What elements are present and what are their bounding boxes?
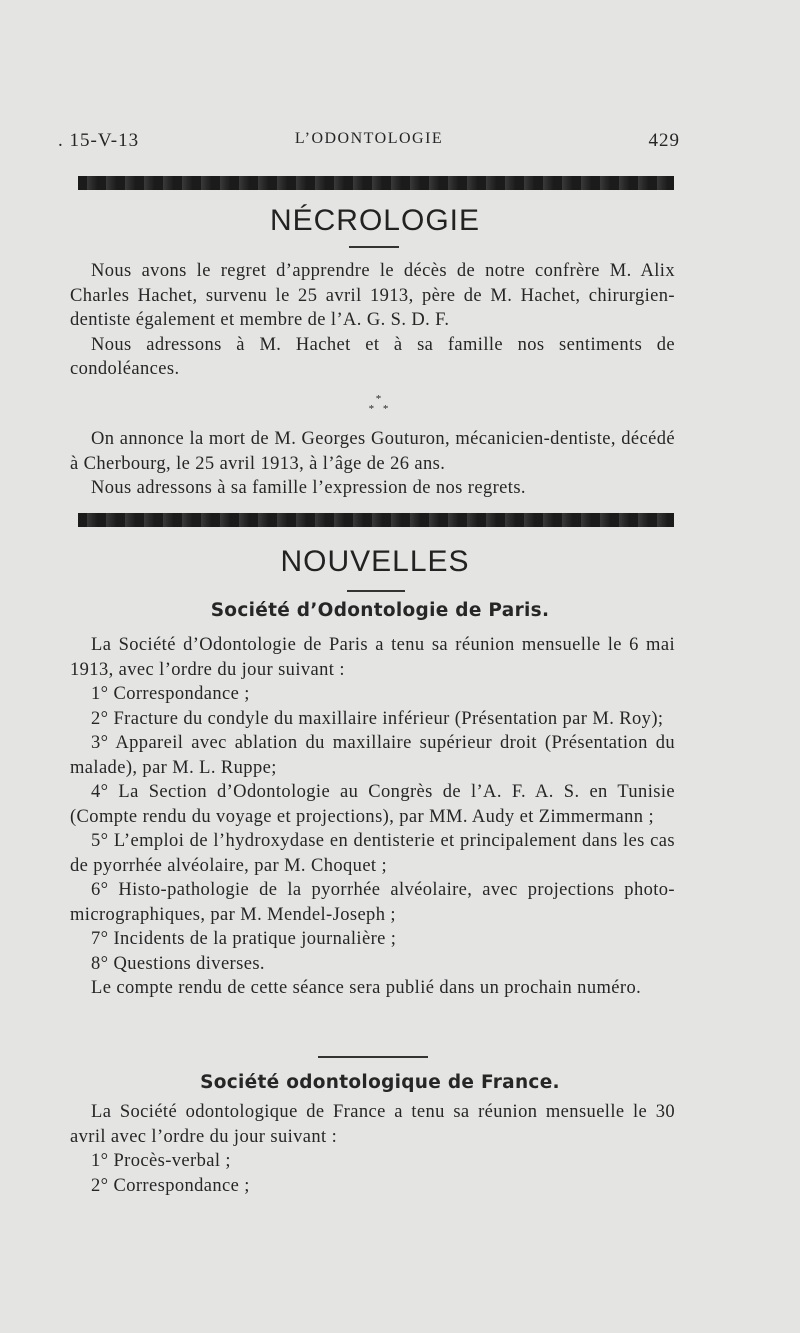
nouvelles-title: NOUVELLES: [280, 545, 470, 578]
section-france-text: [70, 1100, 675, 1198]
necrologie-title: NÉCROLOGIE: [269, 204, 481, 237]
paragraph: On annonce la mort de M. Georges Gouturon, mécanicien-dentiste, décédé à Cherbourg, le 25 avril 1913, à l’âge de 26 ans.: [70, 429, 675, 474]
paragraph: Nous avons le regret d’apprendre le décès de notre confrère M. Alix Charles Hachet, survenu le 25 avril 1913, père de M. Hachet, chirurgien-dentiste également et membre de l’A. G. S. D. F.: [70, 261, 675, 330]
ornamental-rule-top: [78, 176, 674, 190]
journal-title: L’ODONTOLOGIE: [294, 130, 444, 147]
agenda-item: 1° Procès-verbal ;: [91, 1151, 231, 1171]
paragraph: Nous adressons à sa famille l’expression de nos regrets.: [91, 478, 526, 498]
agenda-item: 5° L’emploi de l’hydroxydase en dentisterie et principalement dans les cas de pyorrhée alvéolaire, par M. Choquet ;: [70, 831, 675, 876]
necrologie-text-2: [70, 427, 675, 501]
title-underline: [347, 590, 405, 592]
asterism-separator: [340, 394, 420, 414]
agenda-item: 1° Correspondance ;: [91, 684, 250, 704]
section-heading-paris: Société d’Odontologie de Paris.: [210, 600, 550, 621]
issue-date: . 15-V-13: [58, 130, 140, 151]
running-head: [58, 130, 680, 158]
asterism-top: *: [375, 393, 385, 405]
ornamental-rule-middle: [78, 513, 674, 527]
section-paris-text: [70, 633, 675, 1001]
paragraph: La Société odontologique de France a tenu sa réunion mensuelle le 30 avril avec l’ordre du jour suivant :: [70, 1102, 675, 1147]
necrologie-text-1: [70, 259, 675, 382]
section-divider: [318, 1056, 428, 1058]
title-underline: [349, 246, 399, 248]
agenda-item: 2° Fracture du condyle du maxillaire inférieur (Présentation par M. Roy);: [91, 708, 664, 729]
agenda-item: 2° Correspondance ;: [91, 1175, 250, 1196]
agenda-item: 4° La Section d’Odontologie au Congrès de l’A. F. A. S. en Tunisie (Compte rendu du voyage et projections), par MM. Audy et Zimmermann ;: [70, 782, 675, 827]
paragraph: La Société d’Odontologie de Paris a tenu sa réunion mensuelle le 6 mai 1913, avec l’ordre du jour suivant :: [70, 635, 675, 680]
agenda-item: 8° Questions diverses.: [91, 953, 265, 974]
asterism-bottom: * *: [368, 403, 392, 415]
section-heading-france: Société odontologique de France.: [200, 1072, 560, 1093]
page-number: 429: [648, 130, 680, 151]
paragraph: Le compte rendu de cette séance sera publié dans un prochain numéro.: [91, 978, 642, 998]
agenda-item: 6° Histo-pathologie de la pyorrhée alvéolaire, avec projections photo-micrographiques, par M. Mendel-Joseph ;: [70, 880, 675, 925]
agenda-item: 7° Incidents de la pratique journalière ;: [91, 929, 397, 949]
paragraph: Nous adressons à M. Hachet et à sa famille nos sentiments de condoléances.: [70, 334, 675, 379]
agenda-item: 3° Appareil avec ablation du maxillaire supérieur droit (Présentation du malade), par M. L. Ruppe;: [70, 733, 675, 778]
